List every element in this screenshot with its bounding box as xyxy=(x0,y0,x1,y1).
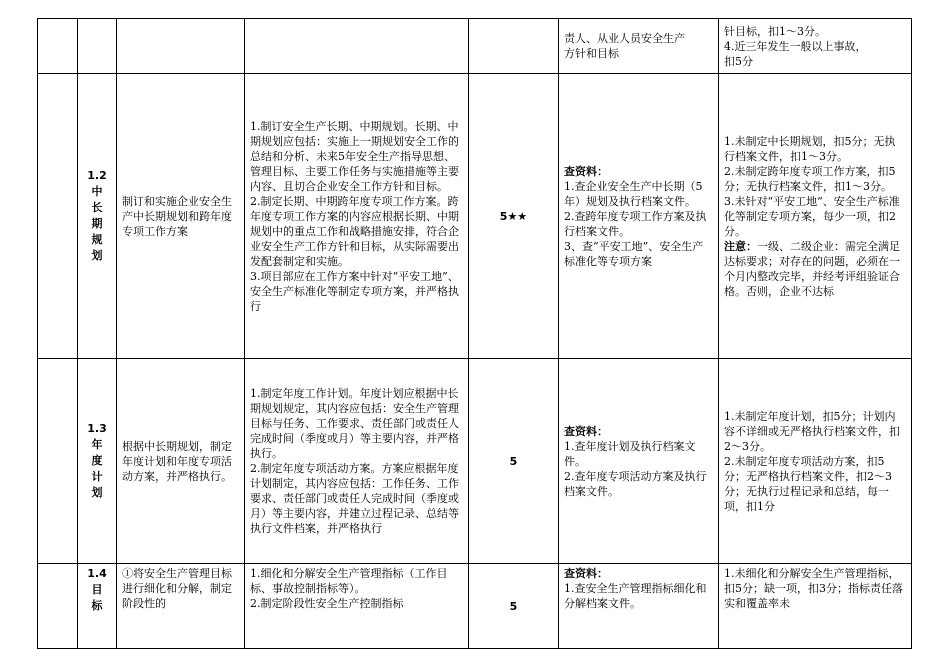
method-line: 责人、从业人员安全生产 xyxy=(564,32,685,45)
item-number: 1.4 xyxy=(87,567,107,580)
item-number-cell xyxy=(78,564,117,649)
score-value: 5★★ xyxy=(499,209,528,223)
score-cell xyxy=(469,564,559,649)
category-cell xyxy=(38,564,78,649)
category-cell xyxy=(38,359,78,564)
scoring-line: 1.未制定年度计划，扣5分；计划内容不详细或无严格执行档案文件，扣2～3分。 xyxy=(724,409,900,453)
score-cell xyxy=(469,19,559,74)
table-row-1-2 xyxy=(38,74,912,359)
item-number: 1.3 xyxy=(87,422,107,435)
method-line: 1.查企业安全生产中长期（5年）规划及执行档案文件。 xyxy=(564,179,703,208)
table-row-continuation xyxy=(38,19,912,74)
requirement-line: 1.细化和分解安全生产管理指标（工作目标、事故控制指标等）。 xyxy=(250,567,448,595)
table-row-1-4 xyxy=(38,564,912,649)
scoring-cell xyxy=(719,74,912,359)
method-line: 1.查年度计划及执行档案文件。 xyxy=(564,439,696,468)
requirement-line: 1.制定年度工作计划。年度计划应根据中长期规划规定，其内容应包括：安全生产管理目标与任务、工作要求、责任部门或责任人完成时间（季度或月）等主要内容，并严格执行。 xyxy=(250,387,459,460)
content-cell xyxy=(117,74,245,359)
method-cell xyxy=(559,359,719,564)
method-title: 查资料： xyxy=(564,567,608,580)
category-cell xyxy=(38,74,78,359)
item-number-cell xyxy=(78,19,117,74)
note-text: 一级、二级企业：需完全满足达标要求；对存在的问题，必须在一个月内整改完毕，并经考评组验证合格。否则，企业不达标 xyxy=(724,239,900,298)
content-cell xyxy=(117,359,245,564)
requirement-cell xyxy=(245,359,469,564)
item-title: 目 标 xyxy=(91,583,103,612)
table-row-1-3 xyxy=(38,359,912,564)
safety-standard-table xyxy=(37,18,912,649)
method-line: 1.查安全生产管理指标细化和分解档案文件。 xyxy=(564,582,707,610)
note-line xyxy=(724,239,906,299)
method-cell xyxy=(559,564,719,649)
score-value: 5 xyxy=(509,454,518,468)
score-cell xyxy=(469,74,559,359)
scoring-line: 1.未细化和分解安全生产管理指标，扣5分；缺一项，扣3分；指标责任落实和覆盖率未 xyxy=(724,567,903,610)
scoring-cell xyxy=(719,19,912,74)
scoring-line: 扣5分 xyxy=(724,54,753,68)
method-cell xyxy=(559,19,719,74)
method-line: 3、查“平安工地”、安全生产标准化等专项方案 xyxy=(564,239,704,268)
scoring-line: 3.未针对“平安工地”、安全生产标准化等制定专项方案，每少一项，扣2分。 xyxy=(724,194,900,238)
scoring-line: 4.近三年发生一般以上事故， xyxy=(724,39,867,53)
content-cell xyxy=(117,564,245,649)
requirement-cell xyxy=(245,74,469,359)
requirement-line: 3.项目部应在工作方案中针对“平安工地”、安全生产标准化等制定专项方案，并严格执行 xyxy=(250,269,459,313)
item-title: 年 度 计 划 xyxy=(91,438,103,499)
scoring-line: 针目标，扣1～3分。 xyxy=(724,24,826,38)
content-text: 制订和实施企业安全生产中长期规划和跨年度专项工作方案 xyxy=(122,194,232,238)
scoring-line: 2.未制定年度专项活动方案，扣5分；无严格执行档案文件，扣2～3分；无执行过程记录和总结，每一项，扣1分 xyxy=(724,454,892,513)
note-label: 注意： xyxy=(724,239,757,253)
score-cell xyxy=(469,359,559,564)
requirement-line: 2.制定年度专项活动方案。方案应根据年度计划制定，其内容应包括：工作任务、工作要求、责任部门或责任人完成时间（季度或月）等主要内容，并建立过程记录、总结等执行文件档案，并严格执行 xyxy=(250,462,459,535)
requirement-line: 2.制定阶段性安全生产控制指标 xyxy=(250,597,404,610)
scoring-cell xyxy=(719,359,912,564)
item-number-cell xyxy=(78,74,117,359)
method-line: 方针和目标 xyxy=(564,47,619,60)
method-cell xyxy=(559,74,719,359)
content-text: ①将安全生产管理目标进行细化和分解，制定阶段性的 xyxy=(122,567,232,610)
content-cell xyxy=(117,19,245,74)
method-title: 查资料： xyxy=(564,424,608,438)
item-title: 中 长 期 规 划 xyxy=(91,185,103,262)
item-number: 1.2 xyxy=(87,169,107,182)
method-line: 2.查年度专项活动方案及执行档案文件。 xyxy=(564,469,707,498)
category-cell xyxy=(38,19,78,74)
scoring-line: 1.未制定中长期规划，扣5分；无执行档案文件，扣1～3分。 xyxy=(724,134,896,163)
score-value: 5 xyxy=(509,599,518,613)
method-line: 2.查跨年度专项工作方案及执行档案文件。 xyxy=(564,209,707,238)
requirement-line: 2.制定长期、中期跨年度专项工作方案。跨年度专项工作方案的内容应根据长期、中期规划中的重点工作和战略措施安排，符合企业安全生产工作方针和目标，从实际需要出发配套制定和实施。 xyxy=(250,194,459,268)
requirement-line: 1.制订安全生产长期、中期规划。长期、中期规划应包括：实施上一期规划安全工作的总结和分析、未来5年安全生产指导思想、管理目标、主要工作任务与实施措施等主要内容、且切合企业安全工作方针和目标。 xyxy=(250,119,459,193)
requirement-cell xyxy=(245,19,469,74)
method-title: 查资料： xyxy=(564,164,608,178)
content-text: 根据中长期规划，制定年度计划和年度专项活动方案，并严格执行。 xyxy=(122,439,232,483)
scoring-cell xyxy=(719,564,912,649)
item-number-cell xyxy=(78,359,117,564)
scoring-line: 2.未制定跨年度专项工作方案，扣5分；无执行档案文件，扣1～3分。 xyxy=(724,164,896,193)
requirement-cell xyxy=(245,564,469,649)
